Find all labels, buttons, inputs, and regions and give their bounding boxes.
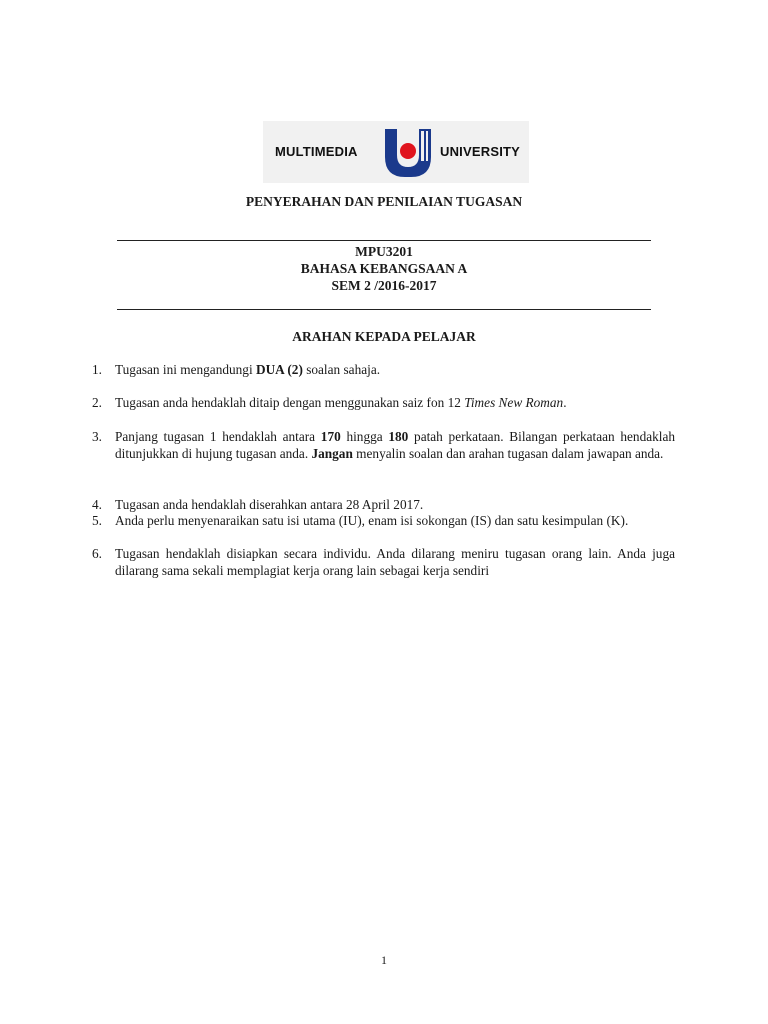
instruction-item-3	[92, 429, 675, 462]
page-number: 1	[381, 953, 387, 967]
instruction-item-6	[92, 546, 675, 579]
course-code: MPU3201	[355, 244, 413, 259]
university-logo	[263, 121, 529, 183]
emblem-stripe	[426, 131, 428, 161]
course-name: BAHASA KEBANGSAAN A	[300, 261, 468, 276]
instruction-text: Tugasan anda hendaklah ditaip dengan menggunakan saiz fon 12 Times New Roman.	[115, 395, 567, 410]
instruction-number: 1.	[92, 362, 102, 377]
instruction-number: 5.	[92, 513, 102, 528]
emblem-red-dot	[400, 143, 416, 159]
bottom-divider	[117, 309, 651, 310]
instruction-text: Anda perlu menyenaraikan satu isi utama (IU), enam isi sokongan (IS) dan satu kesimpulan (K).	[115, 513, 629, 528]
instruction-text: Tugasan ini mengandungi DUA (2) soalan sahaja.	[115, 362, 381, 377]
instruction-item-2	[92, 395, 675, 412]
instruction-text: Tugasan anda hendaklah diserahkan antara 28 April 2017.	[115, 497, 424, 512]
instruction-number: 2.	[92, 395, 102, 410]
instruction-item-5	[92, 513, 675, 530]
university-emblem-icon	[379, 127, 437, 179]
instruction-number: 4.	[92, 497, 102, 512]
semester: SEM 2 /2016-2017	[331, 278, 437, 293]
top-divider	[117, 240, 651, 241]
document-title: PENYERAHAN DAN PENILAIAN TUGASAN	[245, 194, 523, 209]
instruction-text: Tugasan hendaklah disiapkan secara individu. Anda dilarang meniru tugasan orang lain. Anda juga dilarang sama sekali memplagiat kerja orang lain sebagai kerja sendiri	[115, 546, 675, 578]
logo-text-multimedia: MULTIMEDIA	[275, 144, 358, 159]
logo-text-university: UNIVERSITY	[440, 144, 521, 159]
instruction-number: 3.	[92, 429, 102, 444]
instruction-item-4	[92, 497, 675, 514]
instructions-heading: ARAHAN KEPADA PELAJAR	[292, 329, 476, 344]
instruction-item-1	[92, 362, 675, 379]
instruction-text: Panjang tugasan 1 hendaklah antara 170 hingga 180 patah perkataan. Bilangan perkataan hendaklah ditunjukkan di hujung tugasan anda. Jangan menyalin soalan dan arahan tugasan dalam jawapan anda.	[115, 429, 676, 461]
emblem-stripe	[421, 131, 424, 161]
instruction-number: 6.	[92, 546, 102, 561]
